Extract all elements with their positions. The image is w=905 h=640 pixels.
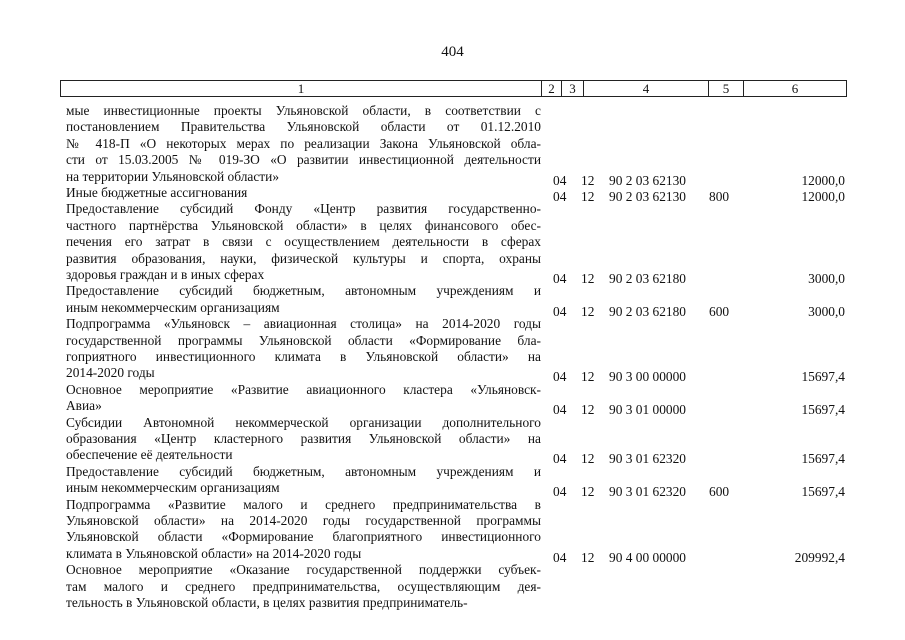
subsection-code: 12 [581,402,595,418]
description-line: здоровья граждан и в иных сферах [66,267,265,283]
description-line: Подпрограмма «Развитие малого и среднего предпринимательства в [66,496,541,512]
target-article-code: 90 2 03 62130 [609,172,686,188]
amount: 15697,4 [801,451,845,467]
description-line: частного партнёрства Ульяновской области» в целях финансового обес- [66,217,541,233]
description-line: тельность в Ульяновской области, в целях развития предприниматель- [66,595,468,610]
target-article-code: 90 3 01 00000 [609,402,686,418]
target-article-code: 90 3 01 62320 [609,484,686,500]
subsection-code: 12 [581,484,595,500]
amount: 15697,4 [801,369,845,385]
amount: 3000,0 [808,271,845,286]
section-code: 04 [553,189,567,204]
subsection-code: 12 [581,549,595,565]
expense-type-code: 600 [709,303,730,319]
header-col-6: 6 [743,81,846,96]
target-article-code: 90 3 01 62320 [609,451,686,467]
description-line: печения его затрат в связи с осуществлением деятельности в сферах [66,234,541,250]
description-line: Предоставление субсидий бюджетным, автономным учреждениям и [66,283,541,299]
subsection-code: 12 [581,369,595,385]
description-line: мые инвестиционные проекты Ульяновской области, в соответствии с [66,103,541,118]
subsection-code: 12 [581,451,595,467]
expense-type-code: 800 [709,189,730,204]
description-line: гоприятного инвестиционного климата в Ульяновской области» на [66,349,541,364]
section-code: 04 [553,484,567,500]
header-col-4: 4 [583,81,708,96]
row-values [0,599,905,615]
section-code: 04 [553,402,567,418]
description-line: иным некоммерческим организациям [66,480,280,496]
description-line: обеспечение её деятельности [66,447,233,463]
header-col-2: 2 [541,81,561,96]
table-header [60,80,847,97]
amount: 12000,0 [801,189,845,204]
description-line: образования «Центр кластерного развития Ульяновской области» на [66,431,541,446]
description-line: № 418-П «О некоторых мерах по реализации Закона Ульяновской обла- [66,135,541,151]
page-number: 404 [441,44,464,60]
section-code: 04 [553,172,567,188]
description-line: Иные бюджетные ассигнования [66,185,248,200]
description-line: Авиа» [66,398,102,414]
section-code: 04 [553,451,567,467]
target-article-code: 90 2 03 62130 [609,189,686,204]
description-line: 2014-2020 годы [66,365,155,381]
description-line: Основное мероприятие «Оказание государственной поддержки субъек- [66,562,541,578]
subsection-code: 12 [581,303,595,319]
subsection-code: 12 [581,172,595,188]
subsection-code: 12 [581,189,595,204]
target-article-code: 90 3 00 00000 [609,369,686,385]
description-line: Предоставление субсидий Фонду «Центр развития государственно- [66,201,541,217]
header-col-1: 1 [297,81,305,96]
target-article-code: 90 2 03 62180 [609,303,686,319]
description-line: Субсидии Автономной некоммерческой организации дополнительного [66,414,541,430]
description-line: Подпрограмма «Ульяновск – авиационная столица» на 2014-2020 годы [66,316,541,332]
amount: 209992,4 [794,549,845,565]
section-code: 04 [553,369,567,385]
amount: 12000,0 [801,172,845,188]
expense-type-code: 600 [709,484,730,500]
description-line: на территории Ульяновской области» [66,168,280,184]
section-code: 04 [553,271,567,286]
amount: 3000,0 [808,303,845,319]
description-line: Основное мероприятие «Развитие авиационного кластера «Ульяновск- [66,381,541,397]
description-line: Предоставление субсидий бюджетным, автономным учреждениям и [66,463,541,479]
description-line: иным некоммерческим организациям [66,299,280,315]
description-line: там малого и среднего предпринимательства, осуществляющим дея- [66,578,541,594]
description-line: Ульяновской области» на 2014-2020 годы государственной программы [66,513,541,528]
header-col-5: 5 [708,81,743,96]
description-line: государственной программы Ульяновской области «Формирование бла- [66,332,541,348]
target-article-code: 90 4 00 00000 [609,549,686,565]
section-code: 04 [553,549,567,565]
description-line: климата в Ульяновской области» на 2014-2020 годы [66,545,362,561]
section-code: 04 [553,303,567,319]
amount: 15697,4 [801,402,845,418]
description-line: развития образования, науки, физической культуры и спорта, охраны [66,250,541,266]
subsection-code: 12 [581,271,595,286]
description-line: постановлением Правительства Ульяновской области от 01.12.2010 [66,119,541,135]
target-article-code: 90 2 03 62180 [609,271,686,286]
description-line: сти от 15.03.2005 № 019-ЗО «О развитии инвестиционной деятельности [66,152,541,168]
description-line: Ульяновской области «Формирование благоприятного инвестиционного [66,529,541,545]
header-col-3: 3 [561,81,583,96]
amount: 15697,4 [801,484,845,500]
